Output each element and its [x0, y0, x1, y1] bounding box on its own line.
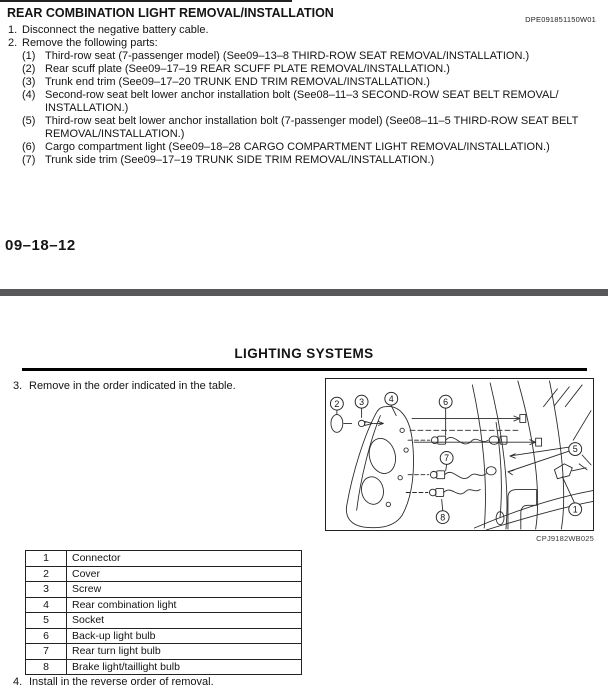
- part-name-cell: Rear turn light bulb: [67, 644, 302, 660]
- part-number: (7): [22, 154, 36, 166]
- callout-7: 7: [444, 453, 450, 464]
- part-name-cell: Socket: [67, 613, 302, 629]
- figure-caption: CPJ9182WB025: [536, 534, 594, 543]
- part-item: [22, 50, 602, 63]
- table-row: [26, 566, 302, 582]
- section-divider-bar: [0, 289, 608, 296]
- doc-code: DPE091851150W01: [525, 15, 596, 24]
- callout-5: 5: [572, 444, 578, 455]
- step-3: [13, 380, 313, 393]
- procedure-steps: [8, 24, 602, 167]
- top-divider-strip: [0, 0, 292, 2]
- part-item: [22, 89, 602, 115]
- page-number: 09–18–12: [5, 237, 76, 254]
- callout-3: 3: [359, 396, 365, 407]
- part-text: Trunk end trim (See09–17–20 TRUNK END TRIM REMOVAL/INSTALLATION.): [45, 76, 430, 88]
- part-text: Cargo compartment light (See09–18–28 CARGO COMPARTMENT LIGHT REMOVAL/INSTALLATION.): [45, 141, 550, 153]
- figure-box: [325, 378, 594, 531]
- table-row: [26, 582, 302, 598]
- table-row: [26, 659, 302, 675]
- part-name-cell: Connector: [67, 551, 302, 567]
- part-number: (3): [22, 76, 36, 88]
- part-no-cell: 3: [26, 582, 67, 598]
- part-number: (1): [22, 50, 36, 62]
- part-no-cell: 4: [26, 597, 67, 613]
- callout-8: 8: [440, 512, 446, 523]
- part-item: [22, 154, 602, 167]
- part-text: Rear scuff plate (See09–17–19 REAR SCUFF PLATE REMOVAL/INSTALLATION.): [45, 63, 450, 75]
- table-row: [26, 628, 302, 644]
- part-no-cell: 5: [26, 613, 67, 629]
- callout-2: 2: [334, 398, 340, 409]
- part-number: (5): [22, 115, 36, 127]
- table-row: [26, 551, 302, 567]
- step-number: 1.: [8, 24, 18, 36]
- step-4: [13, 676, 413, 689]
- callout-1: 1: [572, 504, 578, 515]
- step-text: Install in the reverse order of removal.: [29, 676, 214, 688]
- part-item: [22, 115, 602, 141]
- part-number: (4): [22, 89, 36, 101]
- step-item: [8, 37, 602, 50]
- part-no-cell: 6: [26, 628, 67, 644]
- section-title: LIGHTING SYSTEMS: [234, 346, 374, 361]
- steps-list: [8, 24, 602, 50]
- rear-combination-light-diagram: [326, 379, 593, 530]
- part-text: Trunk side trim (See09–17–19 TRUNK SIDE TRIM REMOVAL/INSTALLATION.): [45, 154, 435, 166]
- table-row: [26, 597, 302, 613]
- part-item: [22, 76, 602, 89]
- table-row: [26, 644, 302, 660]
- step-text: Disconnect the negative battery cable.: [22, 24, 209, 36]
- page-title: REAR COMBINATION LIGHT REMOVAL/INSTALLATION: [7, 6, 334, 20]
- part-text: Second-row seat belt lower anchor installation bolt (See08–11–3 SECOND-ROW SEAT BELT REMOVAL/ INSTALLATION.): [45, 89, 559, 114]
- part-name-cell: Back-up light bulb: [67, 628, 302, 644]
- parts-list: [22, 50, 602, 167]
- part-text: Third-row seat (7-passenger model) (See09–13–8 THIRD-ROW SEAT REMOVAL/INSTALLATION.): [45, 50, 530, 62]
- table-row: [26, 613, 302, 629]
- part-name-cell: Screw: [67, 582, 302, 598]
- step-item: [8, 24, 602, 37]
- part-name-cell: Rear combination light: [67, 597, 302, 613]
- step-text: Remove the following parts:: [22, 37, 158, 49]
- part-item: [22, 63, 602, 76]
- part-text: Third-row seat belt lower anchor installation bolt (7-passenger model) (See08–11–5 THIRD-ROW SEAT BELT REMOVAL/INSTALLATION.): [45, 115, 579, 140]
- part-item: [22, 141, 602, 154]
- part-no-cell: 7: [26, 644, 67, 660]
- step-number: 2.: [8, 37, 18, 49]
- part-no-cell: 1: [26, 551, 67, 567]
- part-name-cell: Cover: [67, 566, 302, 582]
- part-number: (2): [22, 63, 36, 75]
- step-number: 4.: [13, 676, 23, 688]
- parts-table-body: [26, 551, 302, 675]
- section-title-rule: [22, 368, 587, 371]
- part-number: (6): [22, 141, 36, 153]
- callout-4: 4: [388, 393, 394, 404]
- part-no-cell: 8: [26, 659, 67, 675]
- step-text: Remove in the order indicated in the table.: [29, 380, 236, 392]
- part-name-cell: Brake light/taillight bulb: [67, 659, 302, 675]
- step-number: 3.: [13, 380, 23, 392]
- part-no-cell: 2: [26, 566, 67, 582]
- parts-table: [25, 550, 302, 675]
- callout-6: 6: [443, 396, 449, 407]
